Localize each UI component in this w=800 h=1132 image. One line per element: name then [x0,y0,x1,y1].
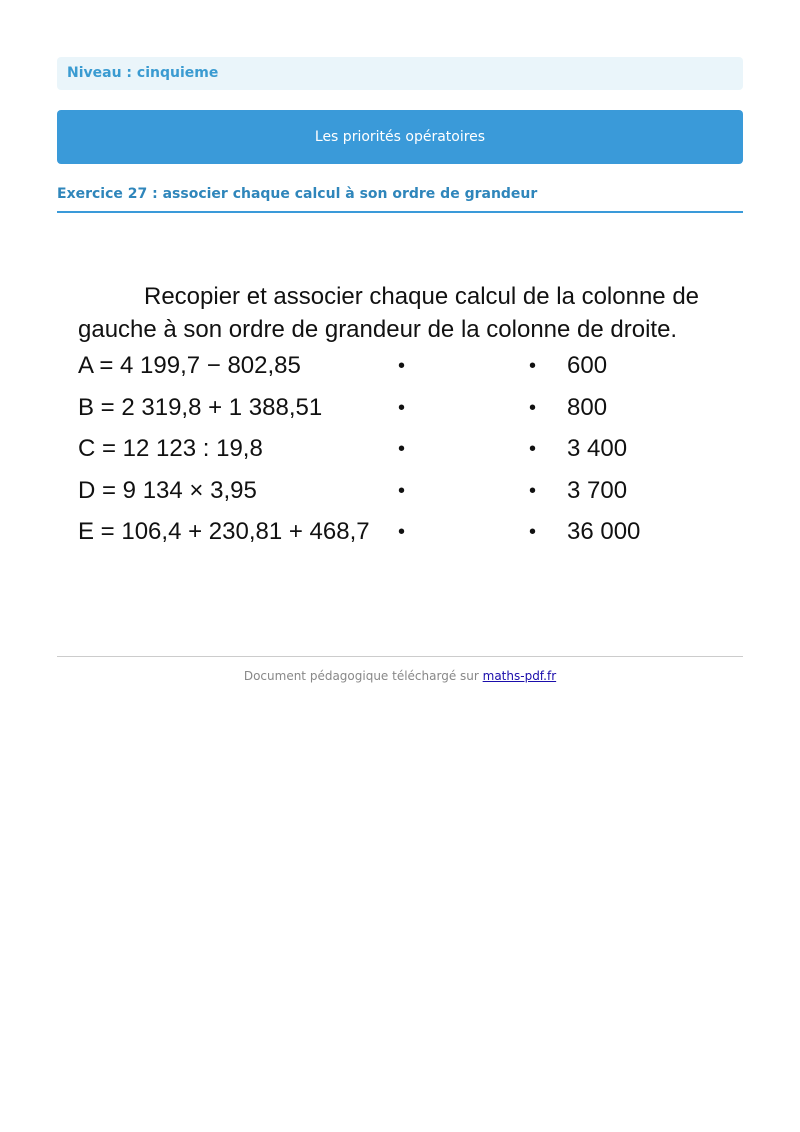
left-bullet: • [398,355,406,377]
calculation: A = 4 199,7 − 802,85 [78,352,301,379]
right-bullet: • [529,396,537,419]
magnitude-value: 3 700 [567,476,628,504]
matching-row [78,435,718,477]
magnitude-value: 600 [567,352,608,379]
matching-row [78,477,718,519]
matching-row [78,352,718,394]
footer-link[interactable]: maths-pdf.fr [482,669,557,683]
magnitude-value: 800 [567,393,608,421]
right-bullet: • [529,438,537,460]
exercise-instruction: Recopier et associer chaque calcul de la colonne de gauche à son ordre de grandeur de la colonne de droite. [78,283,700,343]
magnitude-value: 3 400 [567,435,628,462]
magnitude-value: 36 000 [567,518,641,545]
exercise-title: Exercice 27 : associer chaque calcul à son ordre de grandeur [57,186,743,213]
calculation: C = 12 123 : 19,8 [78,435,263,462]
left-bullet: • [398,479,406,502]
footer-text: Document pédagogique téléchargé sur [243,669,483,683]
right-bullet: • [529,355,537,377]
lesson-title-banner [57,110,743,164]
right-bullet: • [529,521,537,543]
exercise-image [78,280,718,560]
left-bullet: • [398,396,406,419]
matching-row [78,394,718,436]
right-bullet: • [529,479,537,502]
footer [57,669,743,683]
lesson-title: Les priorités opératoires [314,129,486,145]
footer-divider [57,656,743,657]
left-bullet: • [398,521,406,543]
matching-row [78,518,718,560]
calculation: D = 9 134 × 3,95 [78,476,257,504]
calculation: E = 106,4 + 230,81 + 468,7 [78,518,370,545]
level-banner: Niveau : cinquieme [57,57,743,90]
left-bullet: • [398,438,406,460]
calculation: B = 2 319,8 + 1 388,51 [78,393,323,421]
